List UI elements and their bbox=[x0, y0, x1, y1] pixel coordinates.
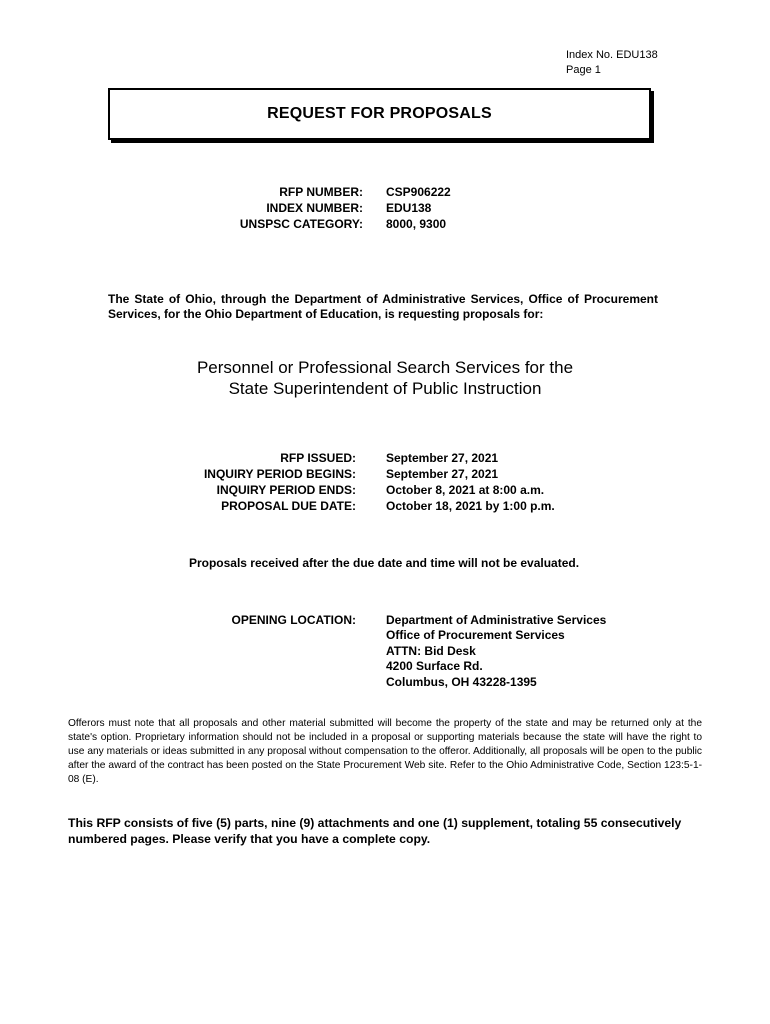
key-dates bbox=[160, 450, 555, 514]
opening-location-label: OPENING LOCATION: bbox=[231, 613, 356, 627]
date-row bbox=[160, 498, 555, 514]
date-row bbox=[160, 450, 555, 466]
inquiry-begins-value: September 27, 2021 bbox=[386, 467, 499, 481]
inquiry-ends-value: October 8, 2021 at 8:00 a.m. bbox=[386, 483, 545, 497]
page-header bbox=[566, 48, 658, 78]
inquiry-begins-label: INQUIRY PERIOD BEGINS: bbox=[203, 467, 356, 481]
proposal-due-value: October 18, 2021 by 1:00 p.m. bbox=[386, 499, 555, 513]
opening-location bbox=[160, 613, 606, 690]
index-number-header: Index No. EDU138 bbox=[566, 49, 658, 61]
address-line: Columbus, OH 43228-1395 bbox=[386, 674, 537, 689]
rfp-number-value: CSP906222 bbox=[386, 185, 451, 199]
late-proposals-note: Proposals received after the due date and time will not be evaluated. bbox=[188, 556, 580, 570]
rfp-issued-label: RFP ISSUED: bbox=[280, 451, 356, 465]
subject-line-1: Personnel or Professional Search Services for the bbox=[196, 358, 574, 377]
rfp-number-label: RFP NUMBER: bbox=[279, 185, 363, 199]
address-line: ATTN: Bid Desk bbox=[386, 643, 476, 658]
address-line: 4200 Surface Rd. bbox=[386, 659, 483, 674]
date-row bbox=[160, 482, 555, 498]
intro-paragraph: The State of Ohio, through the Department of Administrative Services, Office of Procurement Services, for the Ohio Department of Education, is requesting proposals for: bbox=[108, 292, 658, 321]
proposal-subject bbox=[110, 357, 660, 399]
rfp-issued-value: September 27, 2021 bbox=[386, 451, 499, 465]
title-box bbox=[108, 88, 651, 140]
rfp-number-row bbox=[180, 184, 451, 200]
inquiry-ends-label: INQUIRY PERIOD ENDS: bbox=[216, 483, 356, 497]
address-line: Office of Procurement Services bbox=[386, 628, 565, 643]
unspsc-category-row bbox=[180, 216, 451, 232]
document-contents-note: This RFP consists of five (5) parts, nine (9) attachments and one (1) supplement, totaling 55 consecutively numbered pages. Please verify that you have a complete copy. bbox=[68, 816, 682, 846]
unspsc-category-label: UNSPSC CATEGORY: bbox=[239, 217, 363, 231]
address-line: Department of Administrative Services bbox=[386, 613, 607, 627]
subject-line-2: State Superintendent of Public Instruction bbox=[228, 379, 542, 398]
offerors-notice: Offerors must note that all proposals and other material submitted will become the property of the state and may be returned only at the state's option. Proprietary information should not be included in a proposal or supporting materials because the state will have the right to use any materials or ideas submitted in any proposal without compensation to the offeror. Additionally, all proposals will be open to the public after the award of the contract has been posted on the State Procurement Web site. Refer to the Ohio Administrative Code, Section 123:5-1-08 (E). bbox=[68, 718, 702, 785]
unspsc-category-value: 8000, 9300 bbox=[386, 217, 447, 231]
proposal-due-label: PROPOSAL DUE DATE: bbox=[221, 499, 356, 513]
index-number-label: INDEX NUMBER: bbox=[266, 201, 363, 215]
opening-address bbox=[386, 613, 606, 690]
index-number-value: EDU138 bbox=[386, 201, 432, 215]
index-number-row bbox=[180, 200, 451, 216]
page-number: Page 1 bbox=[566, 64, 601, 76]
rfp-identifiers bbox=[180, 184, 451, 232]
date-row bbox=[160, 466, 555, 482]
document-title: REQUEST FOR PROPOSALS bbox=[267, 105, 492, 122]
